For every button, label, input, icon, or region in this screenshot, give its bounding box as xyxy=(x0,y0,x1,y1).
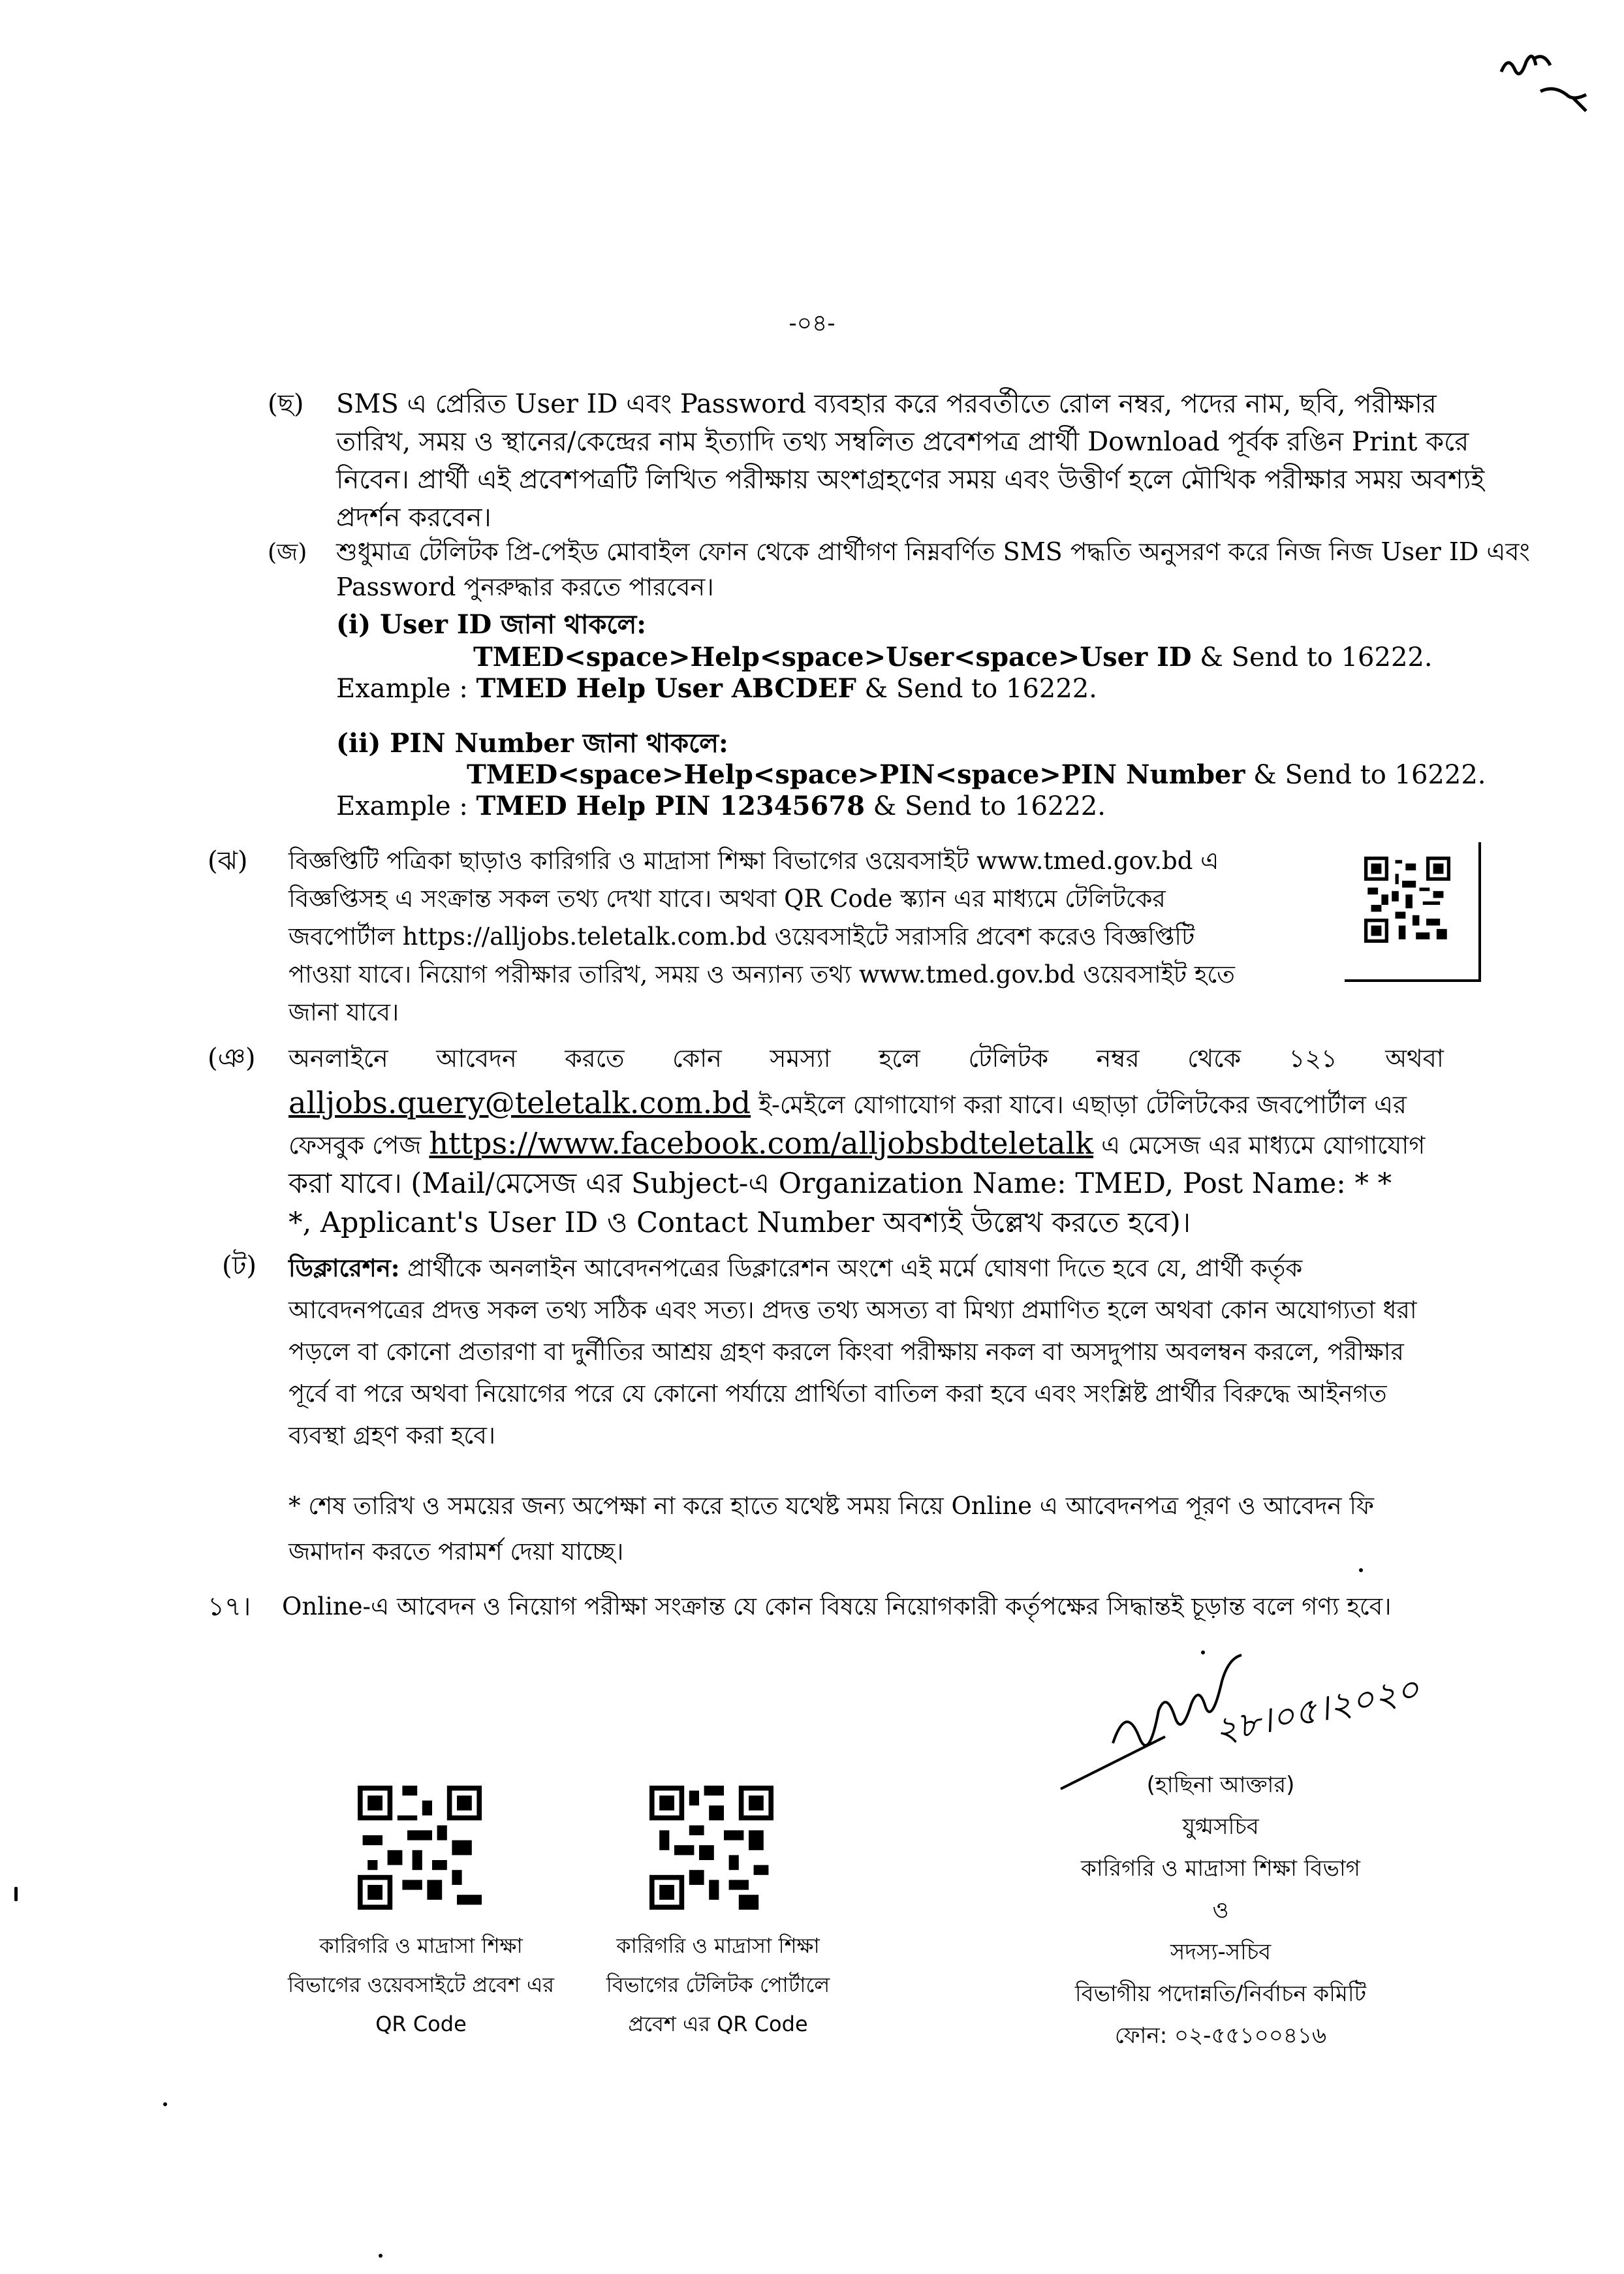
text-line: SMS এ প্রেরিত User ID এবং Password ব্যবহার করে পরবর্তীতে রোল নম্বর, পদের নাম, ছবি, পরীক্ষার xyxy=(336,389,1437,419)
text-line: পূর্বে বা পরে অথবা নিয়োগের পরে যে কোনো পর্যায়ে প্রার্থিতা বাতিল করা হবে এবং সংশ্লিষ্ট প্রার্থীর বিরুদ্ধে আইনগত xyxy=(289,1380,1387,1408)
signatory-role: সদস্য-সচিব xyxy=(1170,1939,1272,1965)
text-span: এ মেসেজ এর মাধ্যমে যোগাযোগ xyxy=(1093,1131,1426,1160)
item-chha-text xyxy=(336,385,1485,537)
signatory-department: কারিগরি ও মাদ্রাসা শিক্ষা বিভাগ xyxy=(1081,1856,1360,1882)
caption-line: কারিগরি ও মাদ্রাসা শিক্ষা xyxy=(616,1933,820,1958)
signatory-designation: যুগ্মসচিব xyxy=(1182,1814,1259,1840)
note-text xyxy=(289,1483,1444,1575)
item-17-text: Online-এ আবেদন ও নিয়োগ পরীক্ষা সংক্রান্ত যে কোন বিষয়ে নিয়োগকারী কর্তৃপক্ষের সিদ্ধান্তই চূড়ান্ত বলে গণ্য হবে। xyxy=(282,1592,1392,1620)
text-line: বিজ্ঞপ্তিটি পত্রিকা ছাড়াও কারিগরি ও মাদ্রাসা শিক্ষা বিভাগের ওয়েবসাইট www.tmed.gov.bd এ xyxy=(289,847,1219,875)
item-jha-label: (ঝ) xyxy=(208,846,248,876)
word: হলে xyxy=(879,1044,920,1073)
text-line: প্রদর্শন করবেন। xyxy=(336,503,492,533)
word: অনলাইনে xyxy=(289,1044,388,1073)
text-span: ই-মেইলে যোগাযোগ করা যাবে। এছাড়া টেলিটকের জবপোর্টাল এর xyxy=(751,1090,1407,1119)
niya-line-1 xyxy=(289,1039,1444,1077)
pin-example xyxy=(336,787,1106,825)
email-link[interactable]: alljobs.query@teletalk.com.bd xyxy=(289,1085,751,1120)
signatory-name: (হাছিনা আক্তার) xyxy=(1146,1772,1295,1798)
word: আবেদন xyxy=(436,1044,517,1073)
text-span: প্রার্থীকে অনলাইন আবেদনপত্রের ডিক্লারেশন অংশে এই মর্মে ঘোষণা দিতে হবে যে, প্রার্থী কর্তৃক xyxy=(399,1254,1303,1282)
example-prefix: Example : xyxy=(336,791,476,821)
example-send: & Send to 16222. xyxy=(864,791,1106,821)
word: করতে xyxy=(565,1044,625,1073)
word: অথবা xyxy=(1385,1044,1444,1073)
pin-heading: (ii) PIN Number জানা থাকলে: xyxy=(336,728,728,759)
example-send: & Send to 16222. xyxy=(856,674,1097,704)
text-line: নিবেন। প্রার্থী এই প্রবেশপত্রটি লিখিত পরীক্ষায় অংশগ্রহণের সময় এবং উত্তীর্ণ হলে মৌখিক পরীক্ষার সময় অবশ্যই xyxy=(336,465,1485,495)
niya-line-4: করা যাবে। (Mail/মেসেজ এর Subject-এ Organization Name: TMED, Post Name: * * xyxy=(289,1167,1392,1200)
userid-example xyxy=(336,670,1097,708)
item-ja-label: (জ) xyxy=(268,539,307,566)
text-line: ব্যবস্থা গ্রহণ করা হবে। xyxy=(289,1421,496,1449)
userid-heading: (i) User ID জানা থাকলে: xyxy=(336,609,647,640)
userid-format: TMED<space>Help<space>User<space>User ID xyxy=(473,642,1192,672)
scan-speck xyxy=(379,2254,383,2258)
signatory-phone: ফোন: ০২-৫৫১০০৪১৬ xyxy=(1114,2023,1327,2049)
scan-speck xyxy=(14,1887,18,1901)
caption-line: QR Code xyxy=(375,2012,467,2036)
niya-line-3 xyxy=(289,1124,1425,1164)
text-span: ফেসবুক পেজ xyxy=(289,1131,429,1160)
qr-code-icon xyxy=(1364,857,1450,943)
item-niya-label: (ঞ) xyxy=(208,1043,256,1073)
niya-line-2 xyxy=(289,1084,1407,1124)
item-ja-text xyxy=(336,534,1530,605)
text-line: পাওয়া যাবে। নিয়োগ পরীক্ষার তারিখ, সময় ও অন্যান্য তথ্য www.tmed.gov.bd ওয়েবসাইট হতে xyxy=(289,960,1235,988)
text-line: শুধুমাত্র টেলিটক প্রি-পেইড মোবাইল ফোন থেকে প্রার্থীগণ নিম্নবর্ণিত SMS পদ্ধতি অনুসরণ করে নিজ নিজ User ID এবং xyxy=(336,537,1530,566)
pin-example-text: TMED Help PIN 12345678 xyxy=(476,791,865,821)
qr-code-teletalk-icon xyxy=(649,1786,773,1910)
pin-format: TMED<space>Help<space>PIN<space>PIN Number xyxy=(467,759,1245,790)
word: ১২১ xyxy=(1288,1044,1337,1073)
userid-send: & Send to 16222. xyxy=(1191,642,1433,672)
caption-line: প্রবেশ এর QR Code xyxy=(628,2012,808,2036)
word: সমস্যা xyxy=(770,1044,831,1073)
text-line xyxy=(289,1247,1444,1289)
text-line: জমাদান করতে পরামর্শ দেয়া যাচ্ছে। xyxy=(289,1538,624,1566)
signatory-block xyxy=(1025,1764,1416,2057)
item-jha-text xyxy=(289,842,1339,1032)
text-line: জানা যাবে। xyxy=(289,998,399,1026)
text-line: বিজ্ঞপ্তিসহ এ সংক্রান্ত সকল তথ্য দেখা যাবে। অথবা QR Code স্ক্যান এর মাধ্যমে টেলিটকের xyxy=(289,885,1166,913)
word: থেকে xyxy=(1187,1044,1241,1073)
text-line: পড়লে বা কোনো প্রতারণা বা দুর্নীতির আশ্রয় গ্রহণ করলে কিংবা পরীক্ষায় নকল বা অসদুপায় অবলম্বন করলে, পরীক্ষার xyxy=(289,1338,1404,1366)
scan-speck xyxy=(163,2102,167,2106)
scan-speck xyxy=(1201,1650,1205,1654)
scan-speck xyxy=(1359,1568,1363,1572)
text-line: * শেষ তারিখ ও সময়ের জন্য অপেক্ষা না করে হাতে যথেষ্ট সময় নিয়ে Online এ আবেদনপত্র পূরণ ও আবেদন ফি xyxy=(289,1492,1375,1520)
caption-line: কারিগরি ও মাদ্রাসা শিক্ষা xyxy=(319,1933,523,1958)
qr-teletalk-caption xyxy=(587,1926,849,2044)
signatory-conjunction: ও xyxy=(1212,1897,1229,1923)
text-line: তারিখ, সময় ও স্থানের/কেন্দ্রের নাম ইত্যাদি তথ্য সম্বলিত প্রবেশপত্র প্রার্থী Download পূর্বক রঙিন Print করে xyxy=(336,427,1469,457)
word: টেলিটক xyxy=(968,1044,1049,1073)
justified-line xyxy=(289,1039,1444,1077)
qr-code-website-icon xyxy=(358,1786,482,1910)
declaration-heading: ডিক্লারেশন: xyxy=(289,1254,400,1282)
word: নম্বর xyxy=(1096,1044,1140,1073)
page-number: -০৪- xyxy=(789,310,835,337)
word: কোন xyxy=(672,1044,722,1073)
example-prefix: Example : xyxy=(336,674,476,704)
text-line: আবেদনপত্রের প্রদত্ত সকল তথ্য সঠিক এবং সত্য। প্রদত্ত তথ্য অসত্য বা মিথ্যা প্রমাণিত হলে অথবা কোন অযোগ্যতা ধরা xyxy=(289,1296,1417,1324)
pin-send: & Send to 16222. xyxy=(1245,760,1486,790)
text-line: Password পুনরুদ্ধার করতে পারবেন। xyxy=(336,573,714,601)
signature-date: ২৮।০৫।২০২০ xyxy=(1210,1667,1424,1752)
signatory-committee: বিভাগীয় পদোন্নতি/নির্বাচন কমিটি xyxy=(1074,1981,1367,2007)
userid-example-text: TMED Help User ABCDEF xyxy=(476,673,856,704)
caption-line: বিভাগের ওয়েবসাইটে প্রবেশ এর xyxy=(288,1972,554,1997)
text-line: জবপোর্টাল https://alljobs.teletalk.com.bd ওয়েবসাইটে সরাসরি প্রবেশ করেও বিজ্ঞপ্তিটি xyxy=(289,923,1195,951)
qr-website-caption xyxy=(287,1926,555,2044)
niya-line-5: *, Applicant's User ID ও Contact Number অবশ্যই উল্লেখ করতে হবে)। xyxy=(289,1207,1191,1239)
item-17-label: ১৭। xyxy=(208,1592,251,1622)
item-ta-label: (ট) xyxy=(222,1251,257,1281)
handwritten-corner-mark xyxy=(1495,33,1599,131)
facebook-link[interactable]: https://www.facebook.com/alljobsbdteletalk xyxy=(429,1126,1094,1161)
item-ta-text xyxy=(289,1247,1444,1457)
item-chha-label: (ছ) xyxy=(268,389,304,419)
caption-line: বিভাগের টেলিটক পোর্টালে xyxy=(606,1972,830,1997)
